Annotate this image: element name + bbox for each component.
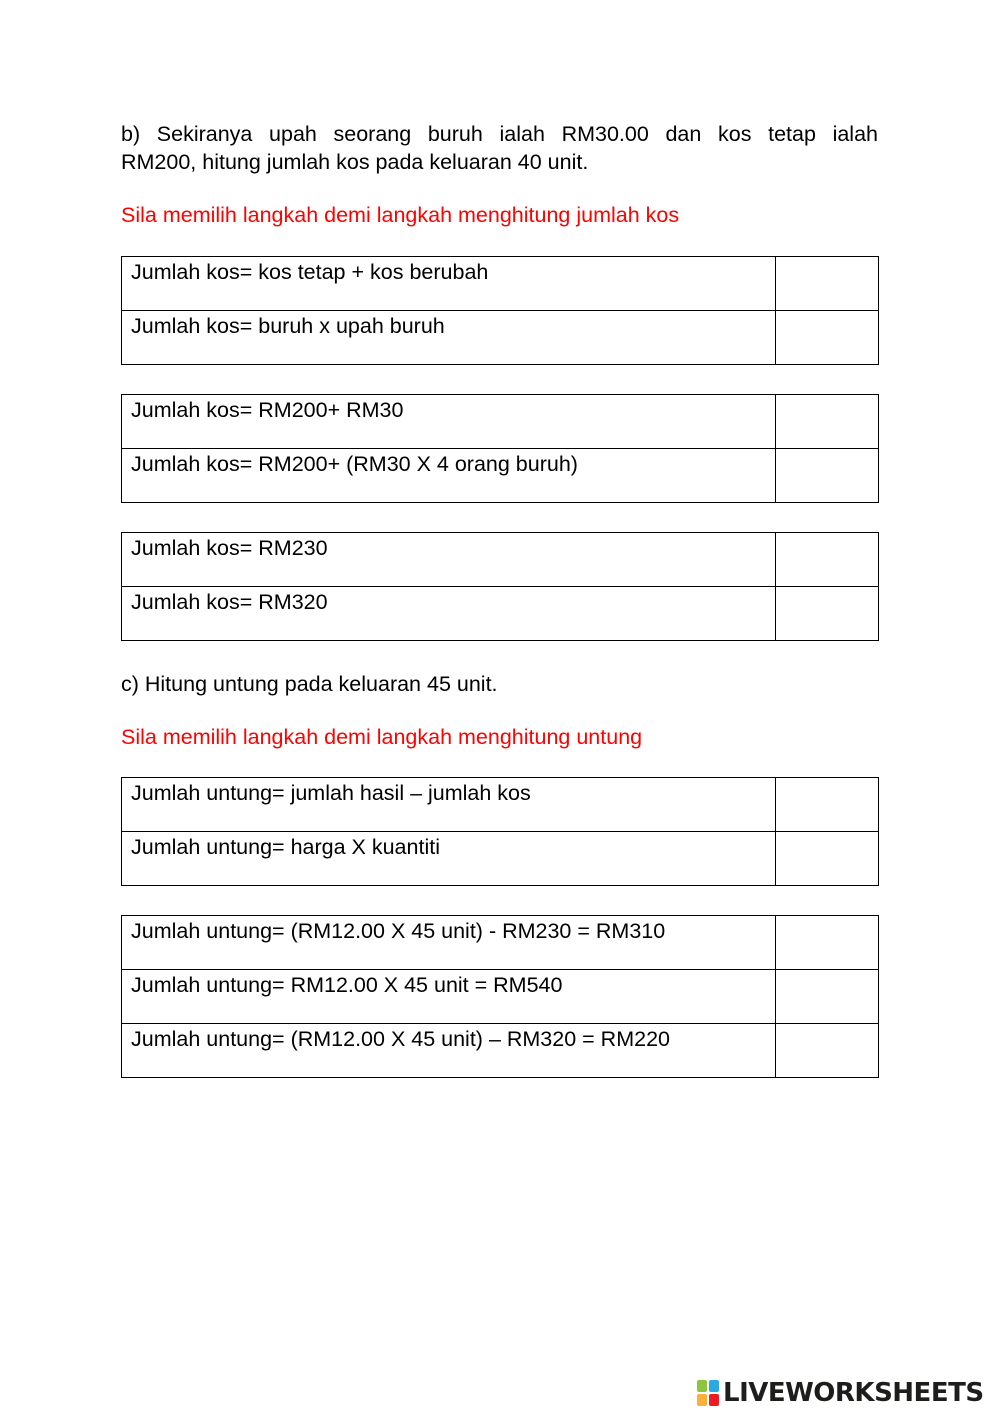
liveworksheets-logo <box>697 1378 984 1408</box>
question-b-line-2: RM200, hitung jumlah kos pada keluaran 40 unit. <box>121 150 589 174</box>
brand-name: LIVEWORKSHEETS <box>723 1378 984 1408</box>
option-row <box>122 778 879 832</box>
instruction-b: Sila memilih langkah demi langkah menghitung jumlah kos <box>121 203 680 227</box>
option-row <box>122 533 879 587</box>
options-table-b3 <box>121 532 879 641</box>
options-table-c2 <box>121 915 879 1078</box>
question-b-line-1: b) Sekiranya upah seorang buruh ialah RM30.00 dan kos tetap ialah <box>121 122 878 146</box>
answer-drop-box[interactable] <box>776 311 879 365</box>
option-text: Jumlah untung= (RM12.00 X 45 unit) – RM320 = RM220 <box>122 1024 776 1078</box>
question-b <box>121 120 878 176</box>
option-row <box>122 395 879 449</box>
answer-drop-box[interactable] <box>776 778 879 832</box>
option-text: Jumlah kos= RM230 <box>122 533 776 587</box>
answer-drop-box[interactable] <box>776 970 879 1024</box>
option-text: Jumlah kos= RM320 <box>122 587 776 641</box>
answer-drop-box[interactable] <box>776 1024 879 1078</box>
option-text: Jumlah kos= RM200+ (RM30 X 4 orang buruh) <box>122 449 776 503</box>
answer-drop-box[interactable] <box>776 533 879 587</box>
options-table-c1 <box>121 777 879 886</box>
answer-drop-box[interactable] <box>776 395 879 449</box>
option-row <box>122 832 879 886</box>
answer-drop-box[interactable] <box>776 916 879 970</box>
option-row <box>122 970 879 1024</box>
answer-drop-box[interactable] <box>776 832 879 886</box>
answer-drop-box[interactable] <box>776 257 879 311</box>
option-row <box>122 1024 879 1078</box>
option-row <box>122 311 879 365</box>
liveworksheets-logo-icon <box>697 1380 719 1406</box>
option-row <box>122 257 879 311</box>
option-row <box>122 587 879 641</box>
option-row <box>122 449 879 503</box>
answer-drop-box[interactable] <box>776 587 879 641</box>
question-c: c) Hitung untung pada keluaran 45 unit. <box>121 672 498 696</box>
instruction-c: Sila memilih langkah demi langkah menghitung untung <box>121 725 643 749</box>
option-text: Jumlah kos= buruh x upah buruh <box>122 311 776 365</box>
option-text: Jumlah kos= kos tetap + kos berubah <box>122 257 776 311</box>
option-row <box>122 916 879 970</box>
option-text: Jumlah kos= RM200+ RM30 <box>122 395 776 449</box>
option-text: Jumlah untung= jumlah hasil – jumlah kos <box>122 778 776 832</box>
option-text: Jumlah untung= harga X kuantiti <box>122 832 776 886</box>
answer-drop-box[interactable] <box>776 449 879 503</box>
options-table-b1 <box>121 256 879 365</box>
option-text: Jumlah untung= RM12.00 X 45 unit = RM540 <box>122 970 776 1024</box>
options-table-b2 <box>121 394 879 503</box>
option-text: Jumlah untung= (RM12.00 X 45 unit) - RM230 = RM310 <box>122 916 776 970</box>
